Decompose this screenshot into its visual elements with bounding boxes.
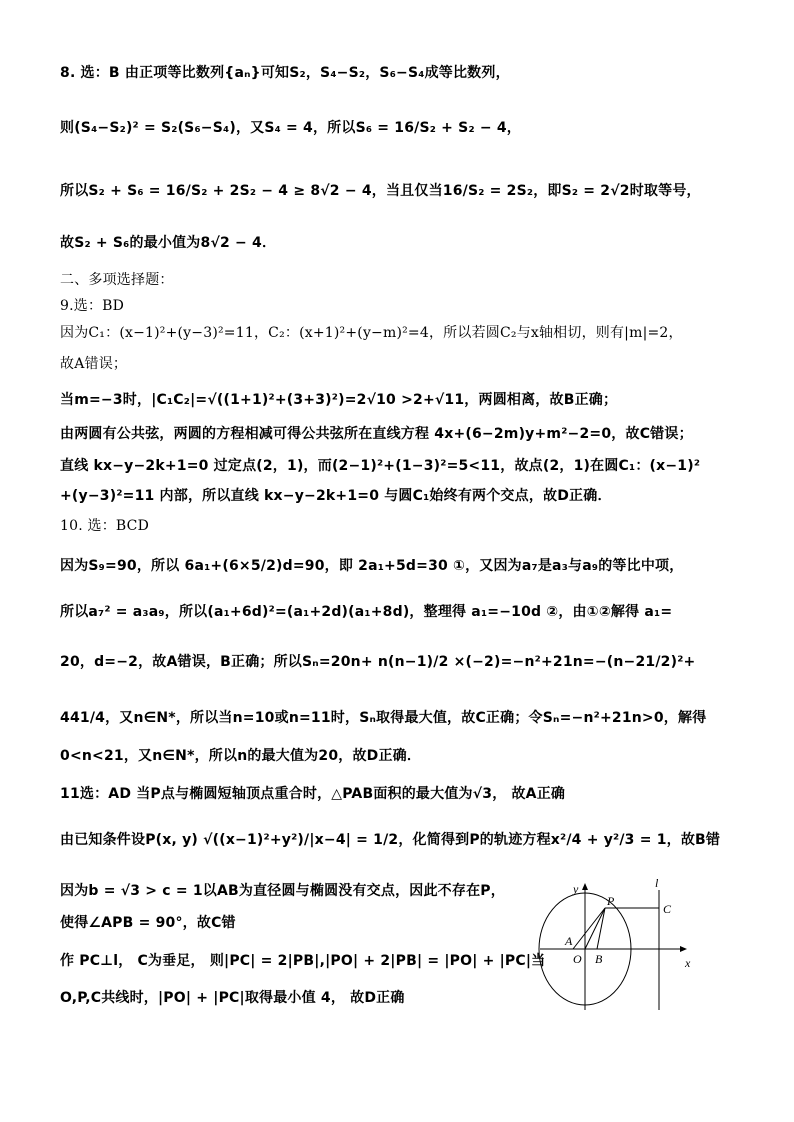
segment-po bbox=[585, 908, 605, 949]
problem-11-line-2: 由已知条件设P(x, y) √((x−1)²+y²)/|x−4| = 1/2，化简得到P的轨迹方程x²/4 + y²/3 = 1，故B错 bbox=[60, 832, 721, 848]
problem-10-line-2: 所以a₇² = a₃a₉，所以(a₁+6d)²=(a₁+2d)(a₁+8d)，整理得 a₁=−10d ②，由①②解得 a₁= bbox=[60, 604, 673, 620]
figure-svg bbox=[535, 875, 705, 1015]
label-b: B bbox=[595, 952, 603, 966]
problem-9-line-1: 因为C₁：(x−1)²+(y−3)²=11，C₂：(x+1)²+(y−m)²=4，所以若圆C₂与x轴相切，则有|m|=2， bbox=[60, 325, 683, 341]
problem-9-line-2: 故A错误； bbox=[60, 356, 128, 372]
segment-pb bbox=[597, 908, 605, 949]
x-axis-arrow bbox=[680, 946, 687, 952]
problem-11-line-5: 作 PC⊥l， C为垂足， 则|PC| = 2|PB|,|PO| + 2|PB| = |PO| + |PC|当 bbox=[60, 953, 546, 969]
label-a: A bbox=[565, 934, 573, 948]
label-x: x bbox=[685, 956, 691, 970]
label-l: l bbox=[655, 876, 659, 890]
section-heading-multiple-choice: 二、多项选择题： bbox=[60, 272, 174, 288]
problem-8-answer: 8. 选：B 由正项等比数列{aₙ}可知S₂，S₄−S₂，S₆−S₄成等比数列， bbox=[60, 65, 510, 81]
ellipse-circle-figure bbox=[535, 875, 705, 1019]
problem-11-answer: 11选：AD 当P点与椭圆短轴顶点重合时，△PAB面积的最大值为√3， 故A正确 bbox=[60, 786, 566, 802]
problem-10-line-1: 因为S₉=90，所以 6a₁+(6×5/2)d=90，即 2a₁+5d=30 ①，又因为a₇是a₃与a₉的等比中项， bbox=[60, 558, 684, 574]
problem-11-line-6: O,P,C共线时，|PO| + |PC|取得最小值 4， 故D正确 bbox=[60, 990, 405, 1006]
problem-10-line-4: 441/4，又n∈N*，所以当n=10或n=11时，Sₙ取得最大值，故C正确；令Sₙ=−n²+21n>0，解得 bbox=[60, 710, 707, 726]
problem-11-line-4: 使得∠APB = 90°，故C错 bbox=[60, 915, 236, 931]
problem-10-answer: 10. 选：BCD bbox=[60, 518, 149, 534]
problem-10-line-3: 20，d=−2，故A错误，B正确；所以Sₙ=20n+ n(n−1)/2 ×(−2)=−n²+21n=−(n−21/2)²+ bbox=[60, 654, 696, 670]
problem-9-line-6: +(y−3)²=11 内部，所以直线 kx−y−2k+1=0 与圆C₁始终有两个交点，故D正确． bbox=[60, 488, 612, 504]
label-o: O bbox=[573, 952, 582, 966]
problem-8-conclusion: 故S₂ + S₆的最小值为8√2 − 4． bbox=[60, 235, 277, 251]
label-y: y bbox=[573, 882, 579, 896]
problem-8-line-3: 所以S₂ + S₆ = 16/S₂ + 2S₂ − 4 ≥ 8√2 − 4，当且仅当16/S₂ = 2S₂，即S₂ = 2√2时取等号， bbox=[60, 183, 701, 199]
y-axis-arrow bbox=[582, 883, 588, 890]
problem-8-line-2: 则(S₄−S₂)² = S₂(S₆−S₄)，又S₄ = 4，所以S₆ = 16/S₂ + S₂ − 4， bbox=[60, 120, 521, 136]
problem-11-line-3: 因为b = √3 > c = 1以AB为直径圆与椭圆没有交点，因此不存在P， bbox=[60, 883, 505, 899]
problem-9-line-5: 直线 kx−y−2k+1=0 过定点(2，1)，而(2−1)²+(1−3)²=5<11，故点(2，1)在圆C₁：(x−1)² bbox=[60, 458, 701, 474]
problem-9-answer: 9.选：BD bbox=[60, 298, 125, 314]
label-c: C bbox=[663, 902, 672, 916]
problem-10-line-5: 0<n<21，又n∈N*，所以n的最大值为20，故D正确． bbox=[60, 748, 422, 764]
segment-pa bbox=[573, 908, 605, 949]
problem-9-line-4: 由两圆有公共弦，两圆的方程相减可得公共弦所在直线方程 4x+(6−2m)y+m²−2=0，故C错误； bbox=[60, 426, 693, 442]
label-p: P bbox=[607, 894, 615, 908]
problem-9-line-3: 当m=−3时，|C₁C₂|=√((1+1)²+(3+3)²)=2√10 >2+√11，两圆相离，故B正确； bbox=[60, 392, 618, 408]
